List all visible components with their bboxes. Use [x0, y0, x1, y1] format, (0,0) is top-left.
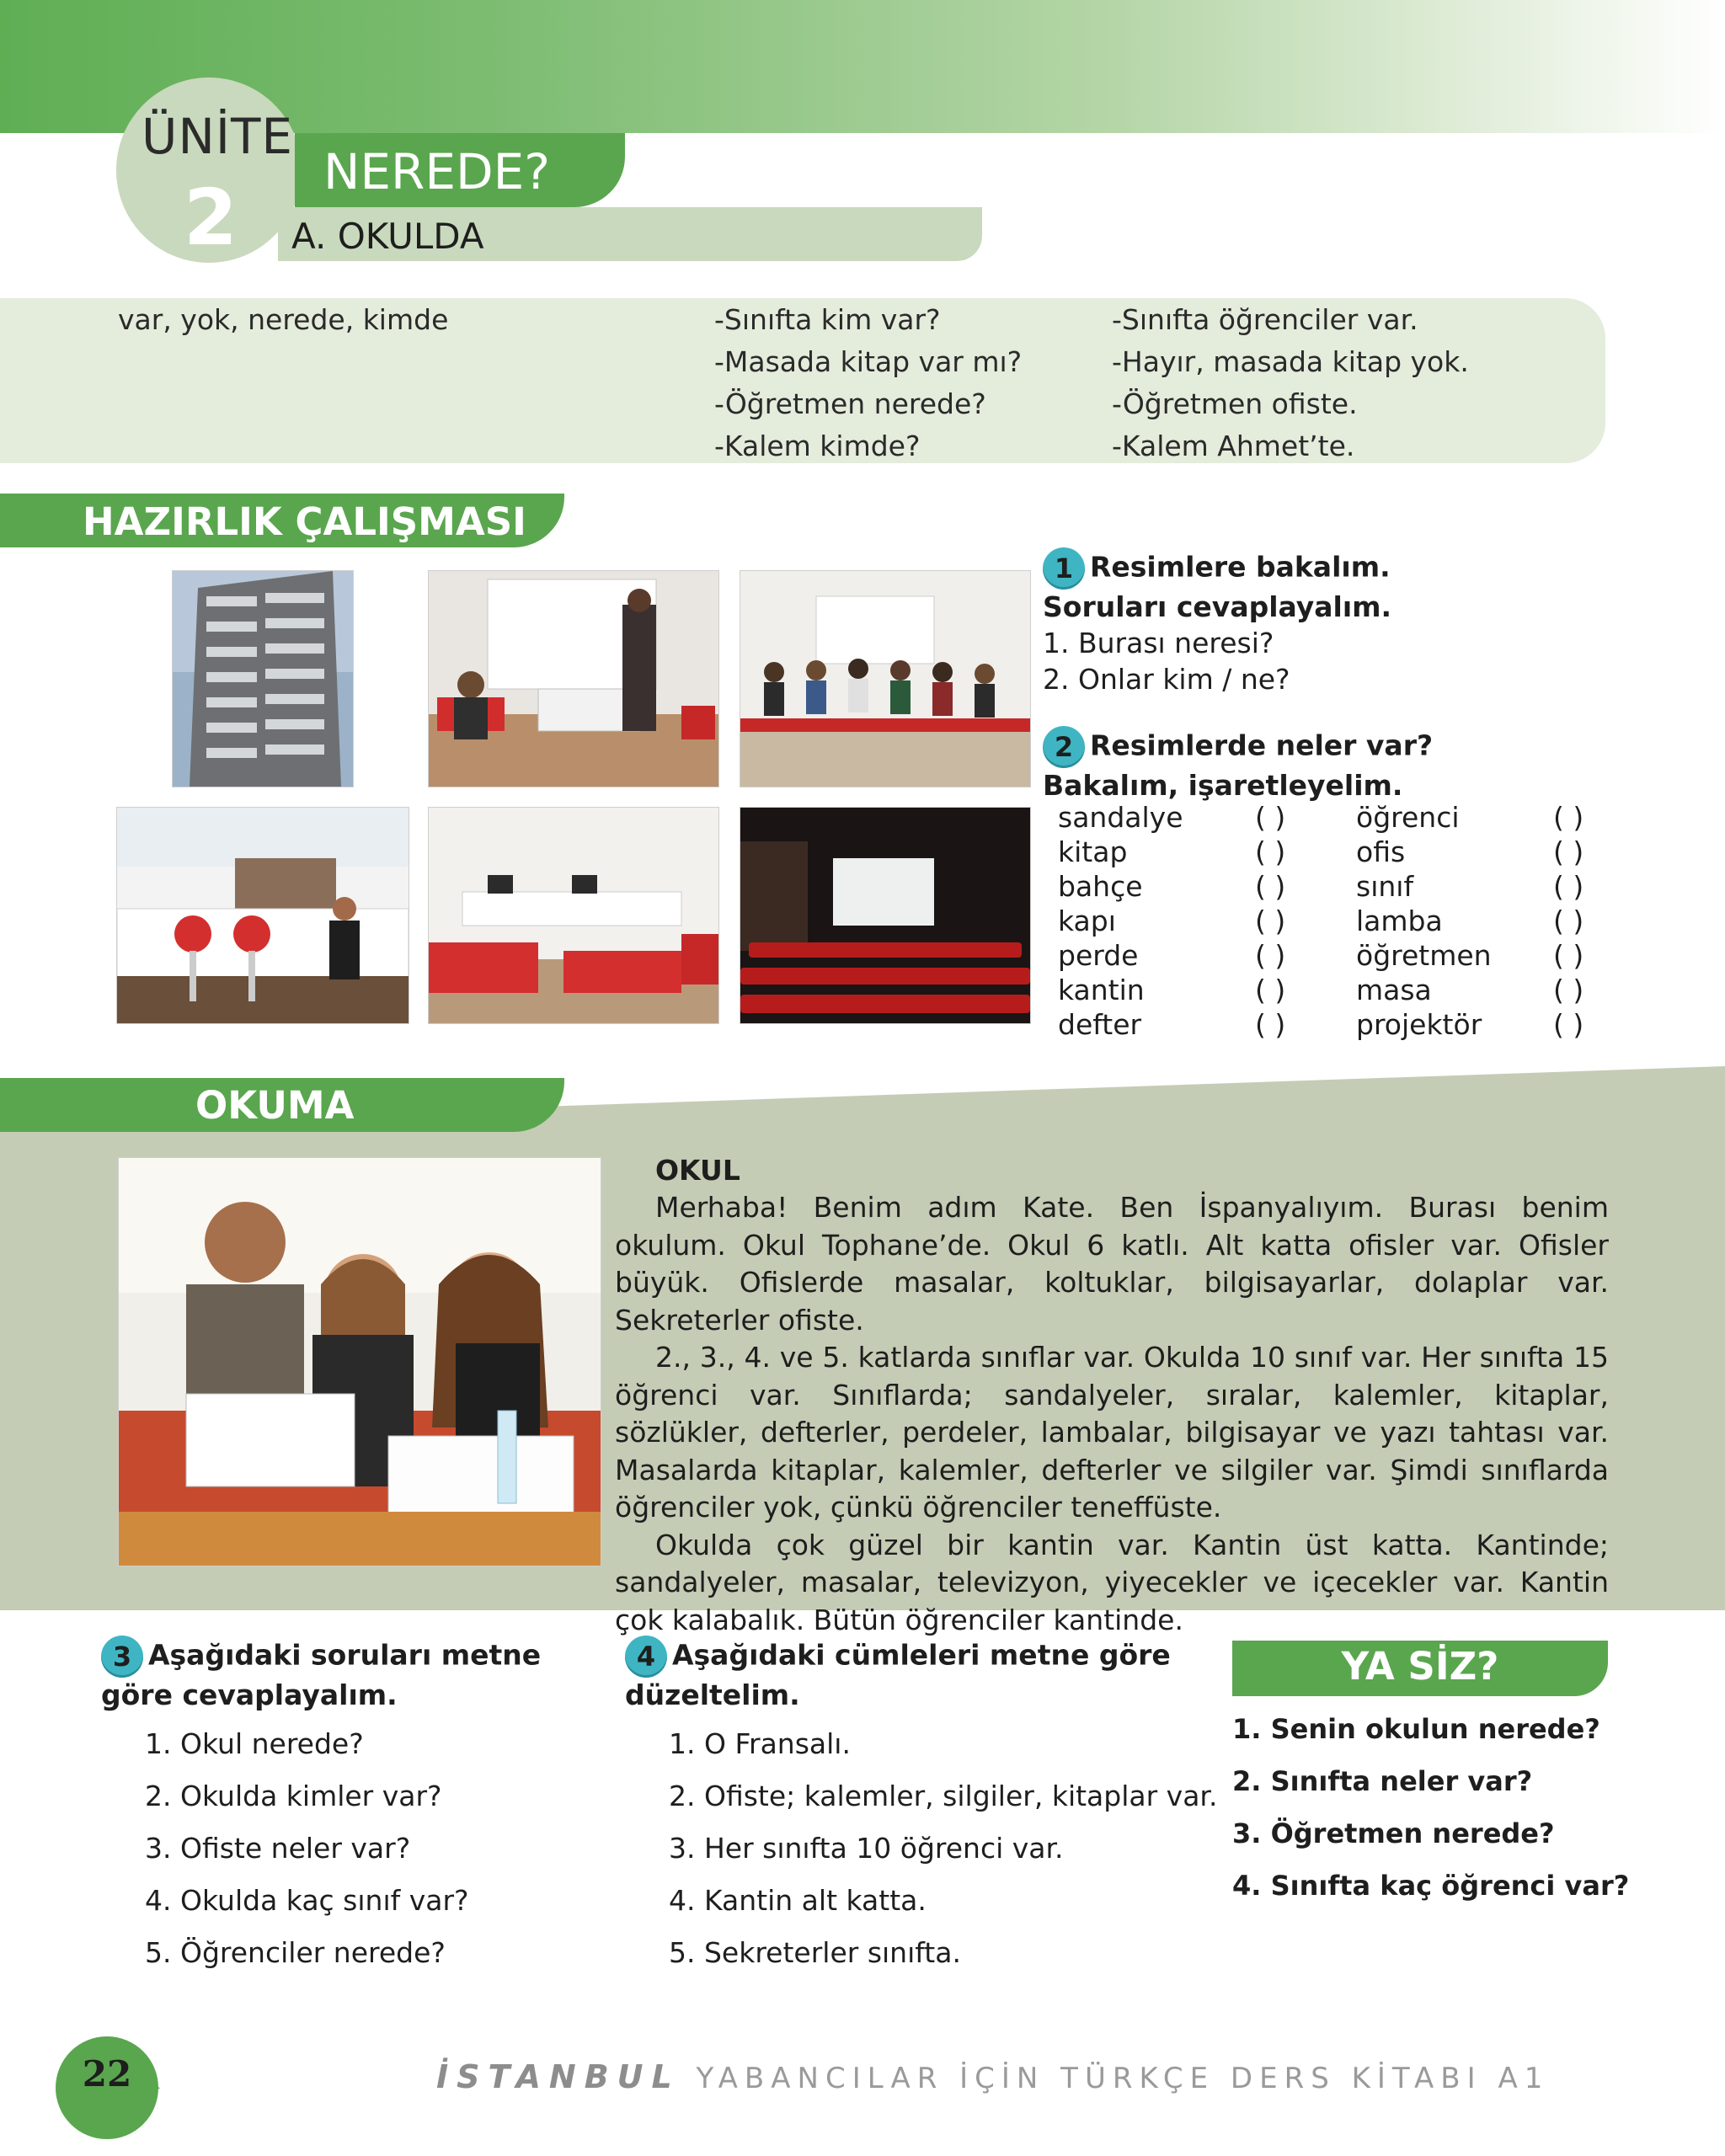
exercise-number-badge: 2 [1043, 726, 1085, 768]
reading-text [615, 1189, 1609, 1639]
exercise-4 [625, 1636, 1198, 1713]
exercise-2 [1043, 726, 1616, 803]
seminar-photo [740, 570, 1031, 787]
exercise-3-item: 5. Öğrenciler nerede? [145, 1936, 446, 1969]
checklist-row [1058, 835, 1614, 869]
checklist-checkbox[interactable]: ( ) [1553, 905, 1584, 937]
building-photo [172, 570, 354, 787]
reading-paragraph: Okulda çok güzel bir kantin var. Kantin üst katta. Kantinde; sandalyeler, masalar, televizyon, yiyecekler ve içecekler var. Kantin çok kalabalık. Bütün öğrenciler kantinde. [615, 1528, 1609, 1636]
exercise-1-item: 1. Burası neresi? [1043, 627, 1274, 659]
classroom-photo [428, 570, 719, 787]
checklist-checkbox[interactable]: ( ) [1553, 801, 1584, 834]
checklist-row [1058, 973, 1614, 1007]
exercise-4-item: 4. Kantin alt katta. [669, 1884, 927, 1917]
exercise-1-item: 2. Onlar kim / ne? [1043, 663, 1290, 696]
exercise-number-badge: 1 [1043, 547, 1085, 590]
auditorium-photo [740, 807, 1031, 1024]
checklist-checkbox[interactable]: ( ) [1553, 835, 1584, 868]
checklist-checkbox[interactable]: ( ) [1255, 870, 1286, 903]
footer-brand: İSTANBUL [436, 2058, 681, 2095]
grammar-questions [714, 299, 1022, 467]
ya-siz-item: 2. Sınıfta neler var? [1232, 1765, 1533, 1797]
exercise-4-item: 2. Ofiste; kalemler, silgiler, kitaplar var. [669, 1780, 1218, 1812]
exercise-3-item: 4. Okulda kaç sınıf var? [145, 1884, 469, 1917]
footer-title [436, 2058, 1549, 2095]
exercise-3-item: 3. Ofiste neler var? [145, 1832, 411, 1865]
checklist-word: lamba [1356, 905, 1443, 937]
reading-paragraph: 2., 3., 4. ve 5. katlarda sınıflar var. Okulda 10 sınıf var. Her sınıfta 15 öğrenci var. Sınıflarda; sandalyeler, sıralar, kalemler, kitaplar, sözlükler, defterler, perdeler, lambalar, bilgisayar ve yazı tahtası var. Masalarda kitaplar, kalemler, defterler ve silgiler var. Şimdi sınıflarda öğrenciler yok, çünkü öğrenciler teneffüste. [615, 1341, 1609, 1524]
grammar-answer: -Sınıfta öğrenciler var. [1112, 303, 1418, 336]
grammar-question: -Kalem kimde? [714, 430, 921, 462]
checklist-checkbox[interactable]: ( ) [1255, 1008, 1286, 1041]
exercise-3-title: Aşağıdaki soruları metne göre cevaplayalım. [101, 1638, 542, 1711]
grammar-answer: -Kalem Ahmet’te. [1112, 430, 1355, 462]
checklist-checkbox[interactable]: ( ) [1255, 801, 1286, 834]
page-subtitle: A. OKULDA [291, 216, 484, 257]
checklist-word: perde [1058, 939, 1139, 972]
exercise-3-item: 2. Okulda kimler var? [145, 1780, 442, 1812]
checklist-word: kitap [1058, 835, 1128, 868]
checklist-word: defter [1058, 1008, 1142, 1041]
ya-siz-title: YA SİZ? [1341, 1644, 1499, 1689]
checklist-checkbox[interactable]: ( ) [1255, 939, 1286, 972]
checklist-checkbox[interactable]: ( ) [1255, 974, 1286, 1006]
exercise-number-badge: 3 [101, 1636, 143, 1678]
checklist-checkbox[interactable]: ( ) [1553, 939, 1584, 972]
reading-title: OKUMA [195, 1083, 355, 1128]
ya-siz-list [1232, 1703, 1629, 1912]
preparation-title: HAZIRLIK ÇALIŞMASI [83, 499, 526, 544]
exercise-3-list [145, 1718, 469, 1979]
grammar-keywords: var, yok, nerede, kimde [118, 303, 449, 336]
grammar-question: -Sınıfta kim var? [714, 303, 941, 336]
checklist-row [1058, 800, 1614, 835]
exercise-2-title: Resimlerde neler var? Bakalım, işaretleyelim. [1043, 728, 1434, 802]
ya-siz-item: 3. Öğretmen nerede? [1232, 1817, 1555, 1849]
checklist-checkbox[interactable]: ( ) [1255, 905, 1286, 937]
exercise-4-item: 5. Sekreterler sınıfta. [669, 1936, 961, 1969]
grammar-question: -Masada kitap var mı? [714, 345, 1023, 378]
unit-number: 2 [184, 173, 238, 263]
checklist-word: bahçe [1058, 870, 1143, 903]
checklist-checkbox[interactable]: ( ) [1553, 870, 1584, 903]
checklist-word: kapı [1058, 905, 1116, 937]
lounge-photo [428, 807, 719, 1024]
checklist-checkbox[interactable]: ( ) [1553, 1008, 1584, 1041]
exercise-3-item: 1. Okul nerede? [145, 1727, 364, 1760]
checklist-checkbox[interactable]: ( ) [1255, 835, 1286, 868]
exercise-number-badge: 4 [625, 1636, 667, 1678]
reading-text-title: OKUL [655, 1154, 740, 1187]
checklist-row [1058, 904, 1614, 938]
checklist-word: öğrenci [1356, 801, 1460, 834]
checklist-word: sınıf [1356, 870, 1414, 903]
exercise-1-title: Resimlere bakalım. Soruları cevaplayalım. [1043, 550, 1392, 623]
exercise-1 [1043, 547, 1514, 697]
unit-label: ÜNİTE [142, 108, 294, 165]
ya-siz-item: 4. Sınıfta kaç öğrenci var? [1232, 1870, 1630, 1902]
canteen-photo [116, 807, 409, 1024]
grammar-answers [1112, 299, 1469, 467]
exercise-4-item: 3. Her sınıfta 10 öğrenci var. [669, 1832, 1064, 1865]
checklist-word: sandalye [1058, 801, 1183, 834]
exercise-4-title: Aşağıdaki cümleleri metne göre düzeltelim. [625, 1638, 1171, 1711]
checklist [1058, 800, 1614, 1042]
checklist-checkbox[interactable]: ( ) [1553, 974, 1584, 1006]
checklist-row [1058, 869, 1614, 904]
checklist-word: masa [1356, 974, 1432, 1006]
exercise-4-list [669, 1718, 1217, 1979]
exercise-3 [101, 1636, 573, 1713]
checklist-word: öğretmen [1356, 939, 1492, 972]
ya-siz-item: 1. Senin okulun nerede? [1232, 1713, 1600, 1745]
reading-paragraph: Merhaba! Benim adım Kate. Ben İspanyalıyım. Burası benim okulum. Okul Tophane’de. Okul 6 katlı. Alt katta ofisler var. Ofisler büyük. Ofislerde masalar, koltuklar, bilgisayarlar, dolaplar var. Sekreterler ofiste. [615, 1191, 1609, 1337]
checklist-row [1058, 938, 1614, 973]
grammar-answer: -Öğretmen ofiste. [1112, 387, 1358, 420]
checklist-word: ofis [1356, 835, 1406, 868]
checklist-row [1058, 1007, 1614, 1042]
footer-book-title: YABANCILAR İÇİN TÜRKÇE DERS KİTABI A1 [696, 2062, 1550, 2095]
grammar-question: -Öğretmen nerede? [714, 387, 986, 420]
page-title: NEREDE? [323, 143, 551, 200]
students-photo [118, 1157, 601, 1566]
checklist-word: kantin [1058, 974, 1145, 1006]
exercise-4-item: 1. O Fransalı. [669, 1727, 851, 1760]
page-number: 22 [82, 2053, 132, 2095]
grammar-answer: -Hayır, masada kitap yok. [1112, 345, 1469, 378]
checklist-word: projektör [1356, 1008, 1482, 1041]
